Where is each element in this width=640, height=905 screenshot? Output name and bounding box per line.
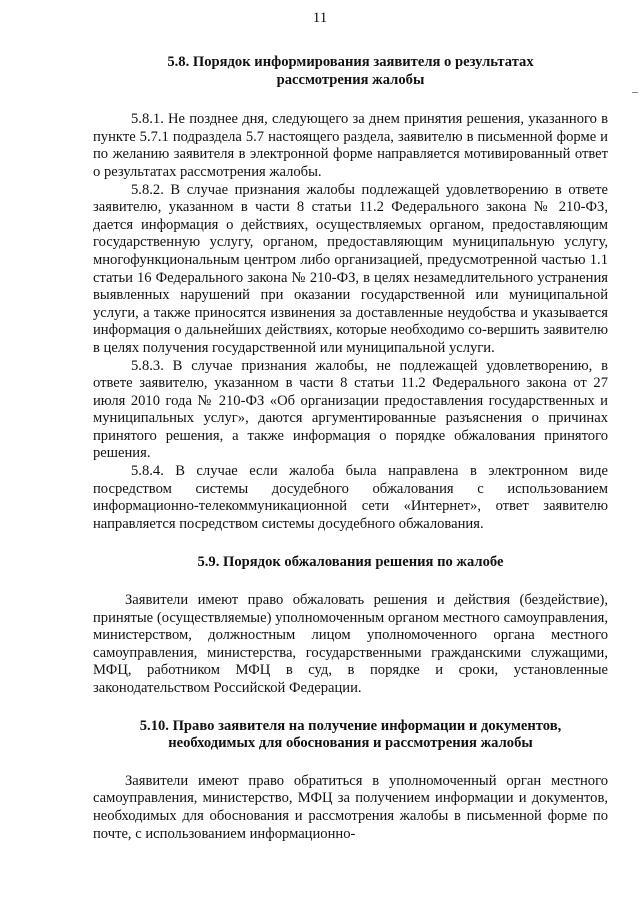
section-5-9-heading (93, 554, 608, 572)
document-body (93, 54, 608, 843)
section-5-10-heading (93, 718, 608, 753)
margin-mark (632, 92, 638, 93)
section-5-9-heading-line: 5.9. Порядок обжалования решения по жалобе (197, 554, 504, 571)
section-5-8-heading-line-2: рассмотрения жалобы (276, 71, 425, 88)
section-5-10-heading-line-1: 5.10. Право заявителя на получение информации и документов, (139, 717, 562, 734)
paragraph-5-8-1: 5.8.1. Не позднее дня, следующего за днем принятия решения, указанного в пункте 5.7.1 подраздела 5.7 настоящего раздела, заявителю в письменной форме и по желанию заявителя в электронной форме направляется мотивированный ответ о результатах рассмотрения жалобы. (93, 111, 608, 180)
section-5-10-heading-line-2: необходимых для обоснования и рассмотрения жалобы (168, 735, 533, 752)
paragraph-5-9: Заявители имеют право обжаловать решения и действия (бездействие), принятые (осуществляемые) уполномоченным органом местного самоуправления, министерством, должностным лицом уполномоченного органа местного самоуправления, министерства, государственными гражданскими служащими, МФЦ, работником МФЦ в суд, в порядке и сроки, установленные законодательством Российской Федерации. (93, 592, 608, 696)
paragraph-5-10: Заявители имеют право обратиться в уполномоченный орган местного самоуправления, министерство, МФЦ за получением информации и документов, необходимых для обоснования и рассмотрения жалобы в письменной форме по почте, с использованием информационно- (93, 772, 608, 842)
section-5-8-heading (93, 54, 608, 89)
paragraph-5-8-4: 5.8.4. В случае если жалоба была направлена в электронном виде посредством системы досудебного обжалования с использованием информационно-телекоммуникационной сети «Интернет», ответ заявителю направляется посредством системы досудебного обжалования. (93, 463, 608, 532)
paragraph-5-8-2: 5.8.2. В случае признания жалобы подлежащей удовлетворению в ответе заявителю, указанном в части 8 статьи 11.2 Федерального закона № 210-ФЗ, дается информация о действиях, осуществляемых органом, предоставляющим государственную услугу, органом, предоставляющим муниципальную услугу, многофункциональным центром либо организацией, предусмотренной частью 1.1 статьи 16 Федерального закона № 210-ФЗ, в целях незамедлительного устранения выявленных нарушений при оказании государственной или муниципальной услуги, а также приносятся извинения за доставленные неудобства и указывается информация о дальнейших действиях, которые необходимо со-вершить заявителю в целях получения государственной или муниципальной услуги. (93, 181, 608, 356)
paragraph-5-8-3: 5.8.3. В случае признания жалобы, не подлежащей удовлетворению, в ответе заявителю, указанном в части 8 статьи 11.2 Федерального закона от 27 июля 2010 года № 210-ФЗ «Об организации предоставления государственных и муниципальных услуг», даются аргументированные разъяснения о причинах принятого решения, а также информация о порядке обжалования принятого решения. (93, 357, 608, 462)
section-5-8-heading-line-1: 5.8. Порядок информирования заявителя о результатах (167, 54, 534, 70)
page-number: 11 (312, 10, 328, 26)
